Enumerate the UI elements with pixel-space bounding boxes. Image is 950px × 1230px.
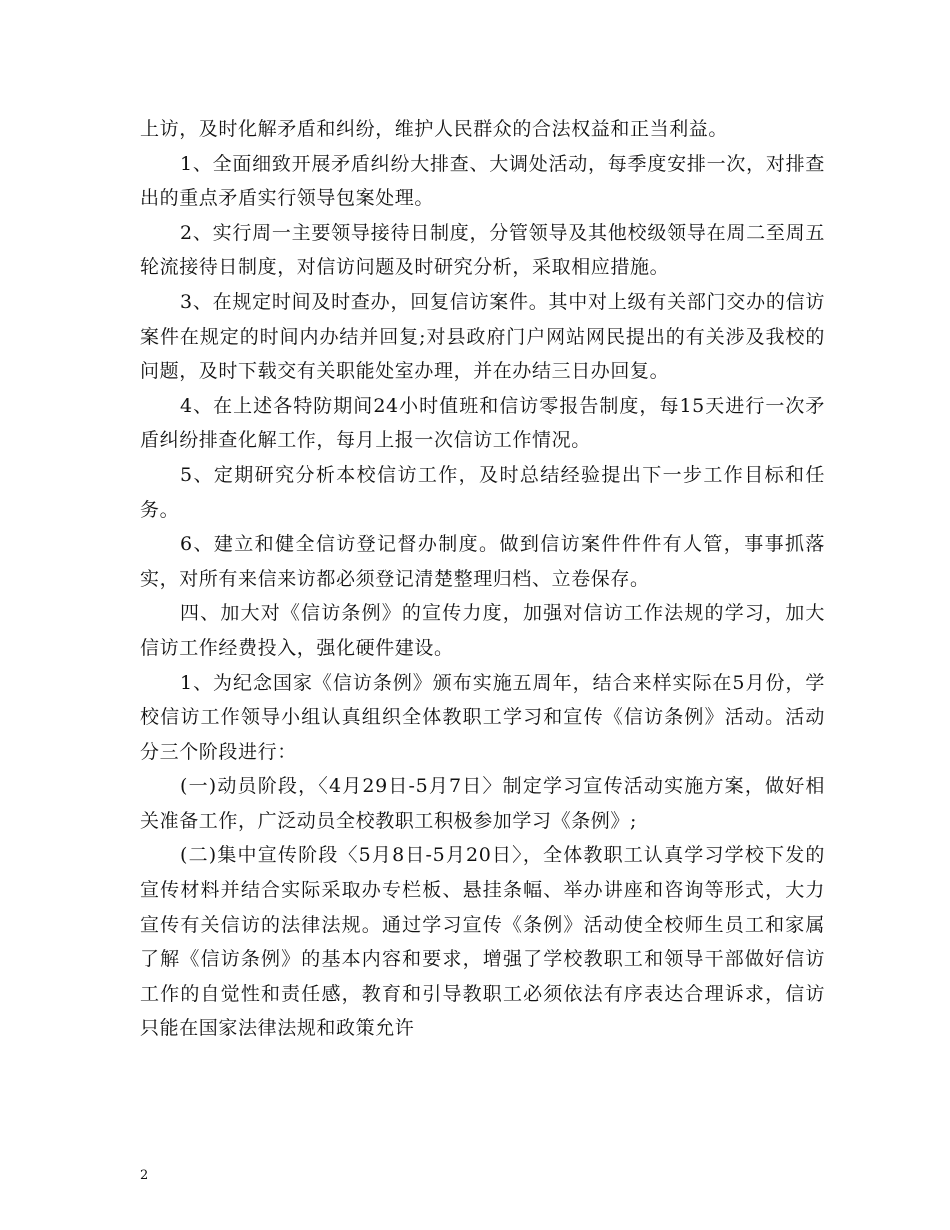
section-heading-paragraph: 四、加大对《信访条例》的宣传力度，加强对信访工作法规的学习，加大信访工作经费投入，强化硬件建设。	[140, 602, 825, 659]
paragraph: 3、在规定时间及时查办，回复信访案件。其中对上级有关部门交办的信访案件在规定的时间内办结并回复;对县政府门户网站网民提出的有关涉及我校的问题，及时下载交有关职能处室办理，并在办结三日办回复。	[140, 290, 825, 383]
paragraph: (二)集中宣传阶段〈5月8日-5月20日〉，全体教职工认真学习学校下发的宣传材料并结合实际采取办专栏板、悬挂条幅、举办讲座和咨询等形式，大力宣传有关信访的法律法规。通过学习宣传《条例》活动使全校师生员工和家属了解《信访条例》的基本内容和要求，增强了学校教职工和领导干部做好信访工作的自觉性和责任感，教育和引导教职工必须依法有序表达合理诉求，信访只能在国家法律法规和政策允许	[140, 844, 825, 1040]
paragraph: 6、建立和健全信访登记督办制度。做到信访案件件件有人管，事事抓落实，对所有来信来访都必须登记清楚整理归档、立卷保存。	[140, 533, 825, 590]
paragraph: 2、实行周一主要领导接待日制度，分管领导及其他校级领导在周二至周五轮流接待日制度，对信访问题及时研究分析，采取相应措施。	[140, 221, 825, 279]
paragraph: 5、定期研究分析本校信访工作，及时总结经验提出下一步工作目标和任务。	[140, 463, 825, 521]
paragraph: 1、全面细致开展矛盾纠纷大排查、大调处活动，每季度安排一次，对排查出的重点矛盾实行领导包案处理。	[140, 152, 825, 210]
paragraph: (一)动员阶段，〈4月29日-5月7日〉制定学习宣传活动实施方案，做好相关准备工作，广泛动员全校教职工积极参加学习《条例》;	[140, 775, 825, 832]
paragraph: 4、在上述各特防期间24小时值班和信访零报告制度，每15天进行一次矛盾纠纷排查化解工作，每月上报一次信访工作情况。	[140, 394, 825, 452]
body-text	[140, 112, 825, 1046]
paragraph: 上访，及时化解矛盾和纠纷，维护人民群众的合法权益和正当利益。	[140, 118, 729, 140]
page-number: 2	[140, 1168, 149, 1183]
paragraph: 1、为纪念国家《信访条例》颁布实施五周年，结合来样实际在5月份，学校信访工作领导小组认真组织全体教职工学习和宣传《信访条例》活动。活动分三个阶段进行：	[140, 671, 825, 763]
